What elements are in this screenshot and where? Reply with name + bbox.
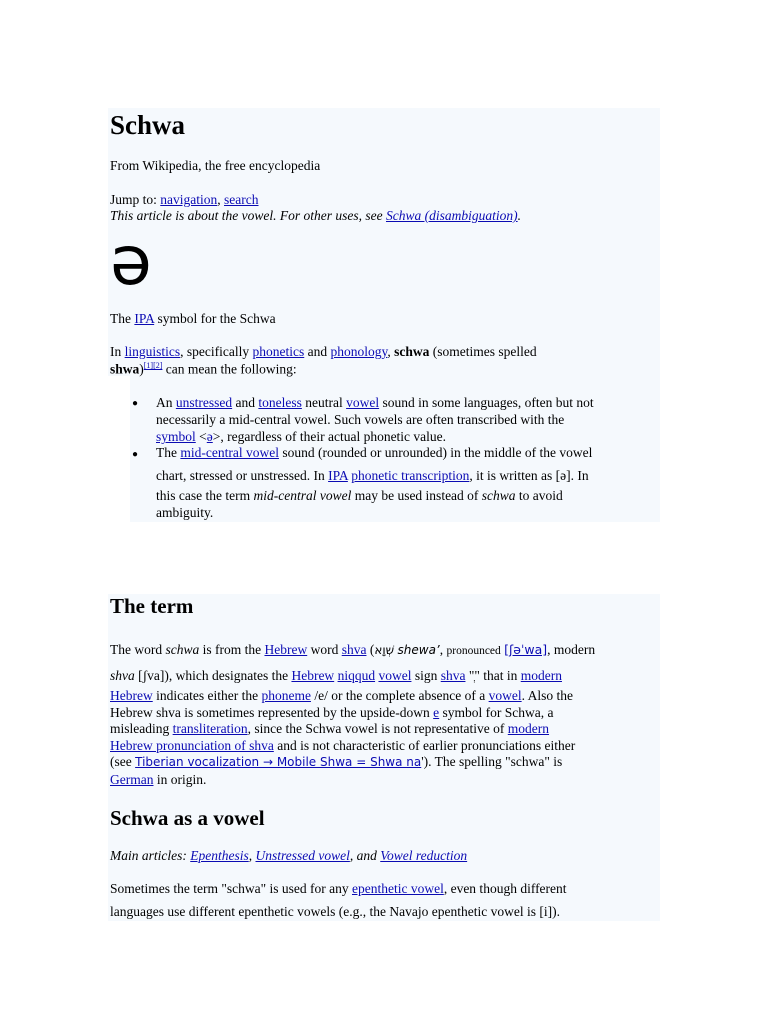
bullet-icon: ●: [132, 398, 139, 409]
bullet-text: The: [156, 445, 177, 460]
vowel-para-line-1: [110, 881, 567, 897]
vowel-link-2[interactable]: vowel: [378, 668, 412, 683]
term-text: . Also the: [521, 688, 574, 703]
bullet-text: and: [235, 395, 255, 410]
bullet-text: sound (rounded or unrounded) in the middle of the vowel: [282, 445, 593, 460]
reference-link[interactable]: [1][2]: [143, 361, 163, 370]
term-text: The word: [110, 642, 163, 657]
term-text: /e/ or the complete absence of a: [314, 688, 486, 703]
term-text: (see: [110, 754, 132, 769]
niqqud-link[interactable]: niqqud: [337, 668, 376, 683]
bullet-icon: ●: [132, 449, 139, 460]
bullet-text: , it is written as [ə]. In: [469, 468, 589, 483]
term-text: (: [369, 642, 375, 657]
epenthetic-vowel-link[interactable]: epenthetic vowel: [351, 881, 444, 896]
section-heading-the-term: The term: [110, 594, 194, 618]
term-italic: schwa: [165, 642, 200, 657]
term-text: '). The spelling "schwa" is: [421, 754, 563, 769]
hebrew-word: שְׁוָא: [374, 643, 395, 657]
bullet-italic: mid-central vowel: [253, 488, 352, 503]
german-link[interactable]: German: [110, 772, 154, 787]
vowel-link[interactable]: vowel: [346, 395, 380, 410]
term-text: , since the Schwa vowel is not representative of: [247, 721, 505, 736]
phonology-link[interactable]: phonology: [330, 344, 388, 359]
bullet-text: chart, stressed or unstressed. In: [156, 468, 325, 483]
term-text-small: pronounced: [446, 645, 501, 657]
caption-text: The: [110, 311, 131, 326]
term-text: symbol for Schwa, a: [442, 705, 554, 720]
main-articles-line: [110, 848, 467, 864]
jump-to-label: Jump to:: [110, 192, 157, 207]
intro-text: In: [110, 344, 122, 359]
linguistics-link[interactable]: linguistics: [124, 344, 181, 359]
vowel-reduction-link[interactable]: Vowel reduction: [380, 848, 468, 863]
term-line-1: [110, 642, 595, 658]
term-text: in origin.: [156, 772, 207, 787]
intro-text: ,: [387, 344, 391, 359]
intro-text: and: [307, 344, 328, 359]
term-italic: shewa’: [397, 643, 440, 657]
unstressed-link[interactable]: unstressed: [175, 395, 233, 410]
intro-text: , specifically: [180, 344, 250, 359]
schwa-link[interactable]: ə: [206, 429, 213, 444]
ipa-link[interactable]: IPA: [134, 311, 155, 326]
bullet-text: may be used instead of: [354, 488, 479, 503]
page-title: Schwa: [110, 110, 186, 140]
bullet-2-line-1: [156, 445, 592, 461]
phoneme-link[interactable]: phoneme: [261, 688, 311, 703]
term-text: "ְ" that in: [468, 668, 518, 683]
hebrew-pronunciation-link[interactable]: Hebrew pronunciation of shva: [110, 738, 274, 753]
term-text: sign: [414, 668, 438, 683]
modern-link[interactable]: modern: [520, 668, 562, 683]
term-text: Hebrew shva is sometimes represented by the upside-down: [110, 705, 430, 720]
tiberian-vocalization-link[interactable]: Tiberian vocalization → Mobile Shwa = Shwa na: [135, 755, 422, 769]
hebrew-link-2[interactable]: Hebrew: [291, 668, 335, 683]
symbol-link[interactable]: symbol: [156, 429, 196, 444]
bullet-text: An: [156, 395, 173, 410]
shwa-bold: shwa: [110, 361, 140, 377]
bullet-1-line-2: necessarily a mid-central vowel. Such vowels are often transcribed with the: [156, 412, 565, 427]
intro-line-1: [110, 344, 537, 360]
search-link[interactable]: search: [224, 192, 259, 207]
bullet-text: neutral: [305, 395, 343, 410]
phonetics-link[interactable]: phonetics: [252, 344, 305, 359]
jump-to-line: Jump to: navigation, search: [110, 192, 259, 207]
hebrew-link-3[interactable]: Hebrew: [110, 688, 153, 703]
vowel-link-3[interactable]: vowel: [488, 688, 522, 703]
bullet-text: >, regardless of their actual phonetic value.: [212, 429, 447, 444]
term-text: [ʃva]), which designates the: [138, 668, 289, 683]
hatnote-text: This article is about the vowel. For other uses, see: [110, 208, 383, 223]
bullet-text: this case the term: [156, 488, 251, 503]
section-heading-schwa-as-vowel: Schwa as a vowel: [110, 806, 265, 830]
term-text: and is not characteristic of earlier pronunciations either: [277, 738, 576, 753]
term-line-6: [110, 738, 575, 754]
term-text: word: [310, 642, 339, 657]
term-text: indicates either the: [156, 688, 259, 703]
separator: ,: [248, 848, 253, 863]
term-text: ,: [439, 642, 444, 657]
toneless-link[interactable]: toneless: [258, 395, 302, 410]
separator: , and: [349, 848, 377, 863]
schwa-disambiguation-link[interactable]: Schwa (disambiguation): [385, 208, 518, 223]
intro-text: can mean the following:: [165, 361, 297, 377]
bullet-italic: schwa: [481, 488, 516, 503]
term-line-8: [110, 772, 206, 788]
term-line-5: [110, 721, 549, 737]
term-line-3: [110, 688, 573, 704]
modern-link-2[interactable]: modern: [507, 721, 550, 736]
bullet-text: sound in some languages, often but not: [382, 395, 594, 410]
ipa-pronunciation-link[interactable]: [ʃəˈwa]: [504, 642, 548, 657]
hatnote: This article is about the vowel. For other uses, see Schwa (disambiguation).: [110, 208, 521, 223]
bullet-2-line-3: [156, 488, 563, 504]
term-line-7: [110, 754, 562, 770]
term-text: misleading: [110, 721, 170, 736]
term-line-2: [110, 668, 562, 684]
shva-link[interactable]: shva: [341, 642, 367, 657]
phonetic-transcription-link[interactable]: phonetic transcription: [351, 468, 470, 483]
upside-down-e-link[interactable]: e: [433, 705, 440, 720]
bullet-2-line-2: [156, 468, 589, 484]
page-subtitle: From Wikipedia, the free encyclopedia: [110, 158, 321, 173]
mid-central-vowel-link[interactable]: mid-central vowel: [180, 445, 279, 460]
vowel-text: , even though different: [443, 881, 567, 896]
unstressed-vowel-link[interactable]: Unstressed vowel: [255, 848, 350, 863]
term-line-4: [110, 705, 554, 721]
ipa-link-2[interactable]: IPA: [328, 468, 348, 483]
transliteration-link[interactable]: transliteration: [172, 721, 248, 736]
intro-line-2: shwa)[1][2] can mean the following:: [110, 361, 297, 377]
content-background-top: [108, 108, 660, 376]
term-text: , modern: [547, 642, 596, 657]
schwa-symbol-image: ə: [110, 222, 152, 301]
schwa-bold: schwa: [394, 344, 430, 359]
epenthesis-link[interactable]: Epenthesis: [190, 848, 249, 863]
main-articles-label: Main articles:: [110, 848, 187, 863]
bullet-2-line-4: ambiguity.: [156, 505, 214, 520]
vowel-text: Sometimes the term "schwa" is used for any: [110, 881, 349, 896]
term-italic: shva: [110, 668, 135, 683]
bullet-text: <: [199, 429, 207, 444]
caption-text-2: symbol for the Schwa: [157, 311, 276, 326]
shva-link-2[interactable]: shva: [440, 668, 466, 683]
bullet-1-line-3: [156, 429, 446, 445]
image-caption: [110, 311, 276, 327]
vowel-para-line-2: languages use different epenthetic vowels (e.g., the Navajo epenthetic vowel is [i]).: [110, 904, 560, 919]
navigation-link[interactable]: navigation: [160, 192, 218, 207]
bullet-text: to avoid: [518, 488, 563, 503]
term-text: is from the: [202, 642, 262, 657]
bullet-1-line-1: [156, 395, 594, 411]
intro-text: (sometimes spelled: [432, 344, 537, 359]
hebrew-link[interactable]: Hebrew: [264, 642, 308, 657]
